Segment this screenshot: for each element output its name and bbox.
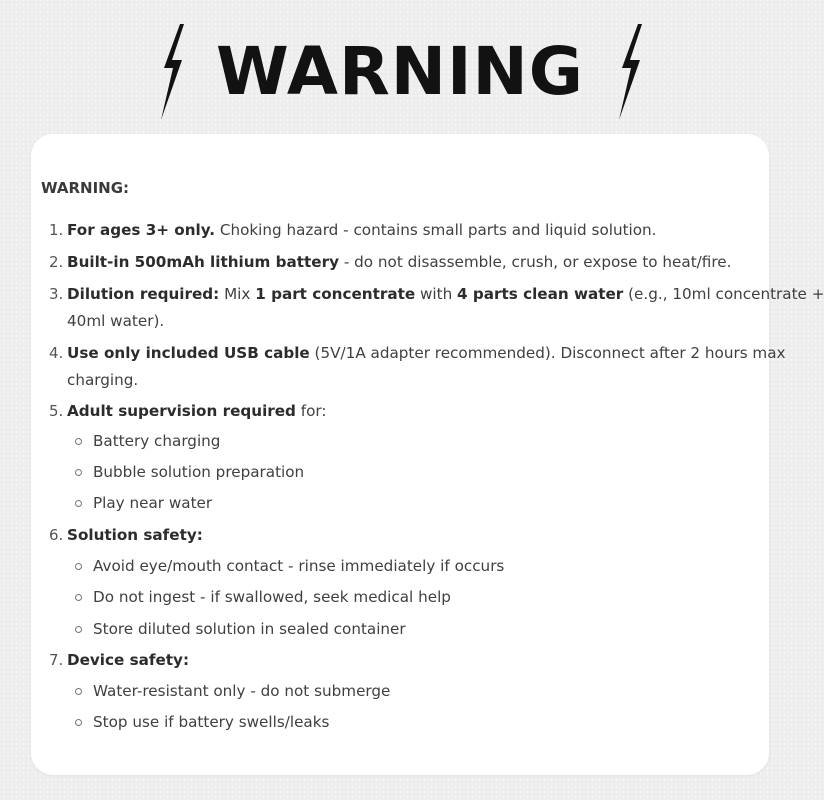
lightning-bolt-icon: [614, 24, 644, 120]
list-item-continuation: charging.: [67, 371, 139, 389]
sub-list-item: Water-resistant only - do not submerge: [93, 682, 391, 700]
sub-list-item: Battery charging: [93, 432, 221, 450]
item-text: Choking hazard - contains small parts and liquid solution.: [215, 221, 657, 239]
item-bold: 1 part concentrate: [255, 285, 416, 303]
sub-list-item: Bubble solution preparation: [93, 463, 305, 481]
bullet-icon: [75, 626, 82, 633]
bullet-icon: [75, 688, 82, 695]
item-text: with: [415, 285, 458, 303]
list-number: 5.: [49, 402, 64, 420]
bullet-icon: [75, 719, 82, 726]
list-number: 2.: [49, 253, 64, 271]
sub-list-item: Do not ingest - if swallowed, seek medical help: [93, 588, 451, 606]
list-item: [67, 650, 189, 670]
item-text: Mix: [219, 285, 256, 303]
item-bold: Dilution required:: [67, 285, 220, 303]
list-number: 6.: [49, 526, 64, 544]
bullet-icon: [75, 563, 82, 570]
bullet-icon: [75, 438, 82, 445]
item-text: (e.g., 10ml concentrate +: [623, 285, 824, 303]
item-bold: 4 parts clean water: [457, 285, 624, 303]
card-heading: WARNING:: [41, 179, 130, 197]
bullet-icon: [75, 594, 82, 601]
list-number: 3.: [49, 285, 64, 303]
sub-list-item: Avoid eye/mouth contact - rinse immediately if occurs: [93, 557, 505, 575]
lightning-bolt-icon: [156, 24, 186, 120]
list-item: [67, 252, 731, 272]
sub-list-item: Store diluted solution in sealed container: [93, 620, 406, 638]
warning-card: [31, 134, 824, 775]
list-item: [67, 220, 657, 240]
list-item: [67, 525, 203, 545]
item-bold: Built-in 500mAh lithium battery: [67, 253, 339, 271]
item-bold: Device safety:: [67, 651, 190, 669]
list-number: 7.: [49, 651, 64, 669]
sub-list-item: Stop use if battery swells/leaks: [93, 713, 330, 731]
item-bold: Use only included USB cable: [67, 344, 310, 362]
item-bold: For ages 3+ only.: [67, 221, 216, 239]
list-item: [67, 343, 786, 363]
page-title: WARNING: [216, 33, 584, 110]
header: [0, 22, 800, 122]
list-item-continuation: 40ml water).: [67, 312, 165, 330]
bullet-icon: [75, 469, 82, 476]
item-bold: Solution safety:: [67, 526, 203, 544]
bullet-icon: [75, 500, 82, 507]
item-bold: Adult supervision required: [67, 402, 296, 420]
item-text: for:: [295, 402, 327, 420]
list-number: 4.: [49, 344, 64, 362]
list-number: 1.: [49, 221, 64, 239]
item-text: (5V/1A adapter recommended). Disconnect after 2 hours max: [309, 344, 786, 362]
list-item: [67, 284, 824, 304]
sub-list-item: Play near water: [93, 494, 213, 512]
list-item: [67, 401, 327, 421]
item-text: - do not disassemble, crush, or expose to heat/fire.: [339, 253, 732, 271]
